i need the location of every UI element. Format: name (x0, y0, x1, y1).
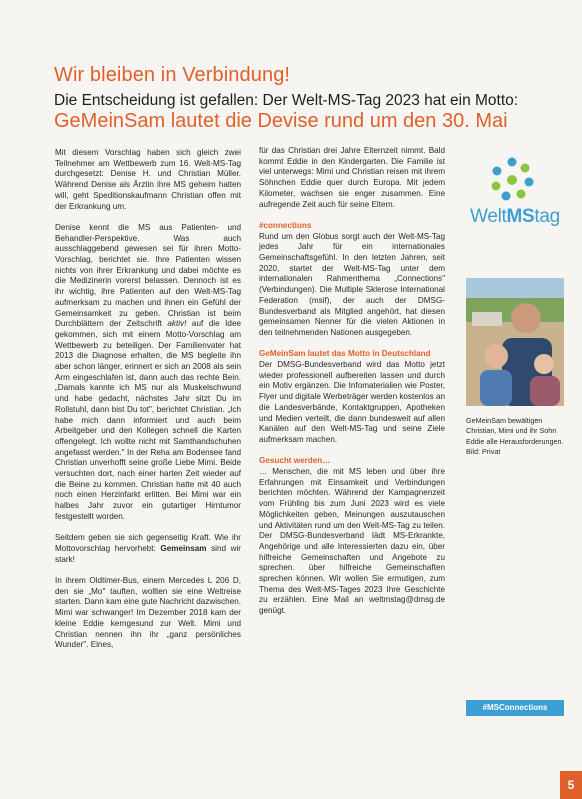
article-headline: Die Entscheidung ist gefallen: Der Welt-MS-Tag 2023 hat ein Motto: (54, 92, 519, 109)
paragraph: In ihrem Oldtimer-Bus, einem Mercedes L 206 D, den sie „Mo" tauften, wollten sie eine Weltreise starten. Dann kam eine gute Nachricht dazwischen. Mimi war schwanger! Im Dezember 2018 kam der kleine Eddie kerngesund zur Welt. Mimi und Christian nennen ihn ihr „ganz persönliches Wunder". Eines, (55, 576, 241, 650)
paragraph: für das Christian drei Jahre Elternzeit nimmt. Bald kommt Eddie in den Kindergarten. Die Familie ist viel unterwegs: Mimi und Christian reisen mit ihrem Söhnchen Eddie quer durch Europa. Mit jedem Kilometer, wachsen sie enger zusammen. Eine aufregende Zeit auch für seine Eltern. (259, 146, 445, 209)
logo-text-welt: Welt (470, 206, 507, 227)
paragraph-text: Rund um den Globus sorgt auch der Welt-MS-Tag jedes Jahr für ein internationales Gemeinschaftsgefühl. In den letzten Jahren, seit 2020, startet der Welt-MS-Tag unter dem internationalen Rahmenthema „Connections" (Verbindungen). Die Multiple Sklerose International Federation (msif), der auch der DMSG-Bundesverband als Mitglied angehört, hat diesen gemeinsamen Nenner für die vielen Aktionen in den teilnehmenden Nationen ausgegeben. (259, 231, 445, 337)
hashtag-badge: #MSConnections (466, 700, 564, 716)
paragraph (259, 456, 445, 617)
people-circle-icon (488, 156, 536, 204)
logo-wordmark (466, 206, 564, 228)
paragraph-text: Seitdem geben sie sich gegenseitig Kraft. Wie ihr Mottovorschlag hervorhebt: (55, 533, 241, 553)
paragraph: Mit diesem Vorschlag haben sich gleich zwei Teilnehmer am Wettbewerb zum 16. Welt-MS-Tag durchgesetzt: Denise H. und Christian Müller. Während Denise als Ärztin ihre MS geheim halten will, geht Speditionskaufmann Christian offen mit der Erkrankung um. (55, 148, 241, 211)
family-photo-illustration (466, 278, 564, 406)
paragraph-text: auf die Idee gekommen, sich mit einem Motto-Vorschlag am Wettbewerb zu beteiligen. Der Familienvater hat 2013 die Diagnose erhalten, die MS begleite ihn aber schon länger, erinnert er sich an 2008 als sein Arm eingeschlafen ist, dann auch das rechte Bein. „Damals kannte ich MS nur als Muskelschwund und habe gedacht, nächstes Jahr sitzt Du im Rollstuhl, dann bist Du tot", berichtet Christian. „Ich habe mich dann informiert und auch beim Arbeitgeber und den Kollegen schnell die Karten offengelegt. Ich wollte nicht mit Samthandschuhen angefasst werden." In der Reha am Bodensee fand Christian unverhofft seine große Liebe Mimi. Beide versuchten dort, nach einer harten Zeit wieder auf die Beine zu kommen. Christian hatte mit 40 auch noch einen Herzinfarkt erlitten. Bei Mimi war ein halbes Jahr zuvor ein gutartiger Hirntumor festgestellt worden. (55, 319, 241, 521)
paragraph-text: … Menschen, die mit MS leben und über ihre Erfahrungen mit Einsamkeit und Verbindungen berichten möchten. Während der Kampagnenzeit vom Frühling bis zum Juni 2023 wird es viele Möglichkeiten geben, Meinungen auszutauschen und Aktivitäten rund um den Welt-MS-Tag zu teilen. Der DMSG-Bundesverband lädt MS-Erkrankte, Angehörige und alle Interessierten dazu ein, über hilfreiche Gemeinschaften und Angebote zu sprechen. über hilfreiche Gemeinschaften sprechen können. Wir wollen Sie ermutigen, zum Thema des Welt-MS-Tages 2023 Ihre Geschichte zu erzählen. Eine Mail an weltmstag@dmsg.de genügt. (259, 467, 445, 616)
text-column-right (259, 146, 445, 628)
paragraph (55, 223, 241, 523)
paragraph (259, 221, 445, 339)
paragraph (55, 533, 241, 565)
logo-text-tag: tag (534, 206, 560, 227)
paragraph (259, 349, 445, 445)
article-subheadline: GeMeinSam lautet die Devise rund um den 30. Mai (54, 110, 508, 132)
text-column-left (55, 148, 241, 662)
magazine-name: aktiv! (167, 319, 187, 329)
subheading-motto: GeMeinSam lautet das Motto in Deutschland (259, 349, 431, 359)
logo-text-ms: MS (506, 206, 535, 227)
paragraph-text: sind wir stark! (55, 543, 241, 564)
family-photo (466, 278, 564, 406)
emphasis: Gemeinsam (160, 543, 207, 553)
subheading-gesucht: Gesucht werden… (259, 456, 331, 466)
paragraph-text: Denise kennt die MS aus Patienten- und Behandler-Perspektive. Was auch ausschlaggebend gewesen sei für ihren Motto-Vorschlag, berichtet sie. Ihre Patienten wissen nichts von ihrer Erkrankung und dabei möchte es die Medizinerin vorerst belassen. Dennoch ist es ihr wichtig, ihre Patienten auf den Welt-MS-Tag aufmerksam zu machen und ihnen ein Gefühl der Gemeinsamkeit zu geben. Christian ist beim Durchblättern der Zeitschrift (55, 222, 241, 329)
welt-ms-tag-logo (466, 156, 564, 236)
page-number: 5 (560, 771, 582, 799)
subheading-connections: #connections (259, 220, 312, 230)
photo-caption: GeMeinSam bewältigen Christian, Mimi und ihr Sohn Eddie alle Herausforderungen. Bild: Privat (466, 416, 564, 456)
paragraph-text: Der DMSG-Bundesverband wird das Motto jetzt wieder professionell aufbereiten lassen und durch ein Motiv ergänzen. Die Infomaterialien wie Poster, Flyer und digitale Werbeträger werden kostenlos an die Landesverbände, Kontaktgruppen, Apotheken und Medien verteilt, die dann bundesweit auf allen Kanälen auf den Welt-MS-Tag und seine Ziele aufmerksam machen. (259, 360, 445, 444)
section-kicker: Wir bleiben in Verbindung! (54, 64, 291, 86)
